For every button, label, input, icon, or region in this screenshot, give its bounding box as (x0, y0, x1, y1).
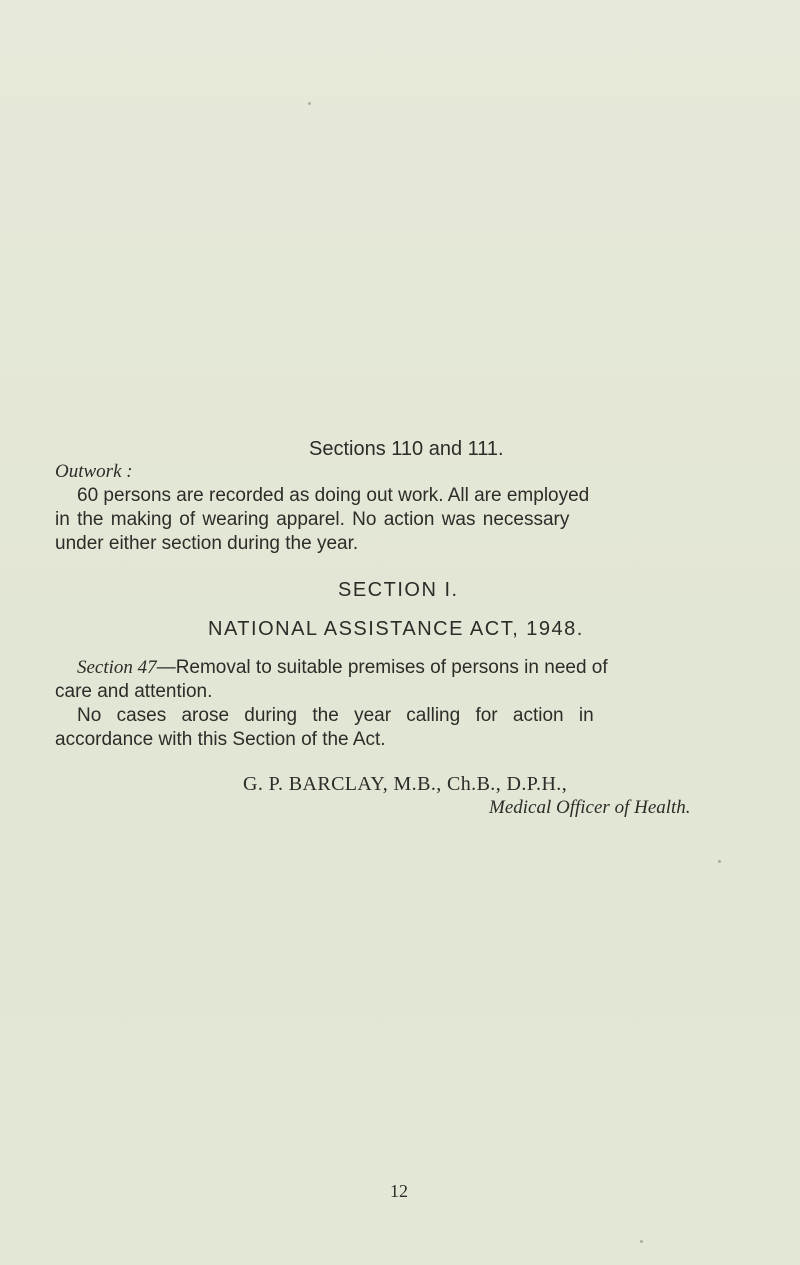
no-cases-line-1: No cases arose during the year calling for action in (77, 705, 594, 726)
page-number: 12 (390, 1181, 408, 1201)
section47-text: —Removal to suitable premises of persons in need of (156, 657, 608, 678)
section47-label: Section 47 (77, 657, 157, 678)
outwork-line-3: under either section during the year. (55, 533, 359, 554)
sections-heading: Sections 110 and 111. (309, 438, 504, 460)
signature-name: G. P. BARCLAY, M.B., Ch.B., D.P.H., (243, 773, 568, 795)
paper-speck (308, 102, 311, 105)
section47-line-2: care and attention. (55, 681, 213, 702)
paper-speck (718, 860, 721, 863)
no-cases-line-2: accordance with this Section of the Act. (55, 729, 386, 750)
signature-title: Medical Officer of Health. (489, 797, 691, 818)
outwork-line-2: in the making of wearing apparel. No action was necessary (55, 509, 570, 530)
outwork-line-1: 60 persons are recorded as doing out work. All are employed (77, 485, 590, 506)
section47-line-1 (77, 656, 608, 680)
outwork-heading: Outwork : (55, 461, 133, 482)
act-heading: NATIONAL ASSISTANCE ACT, 1948. (208, 618, 584, 640)
section-heading: SECTION I. (338, 579, 459, 601)
paper-speck (640, 1240, 643, 1243)
